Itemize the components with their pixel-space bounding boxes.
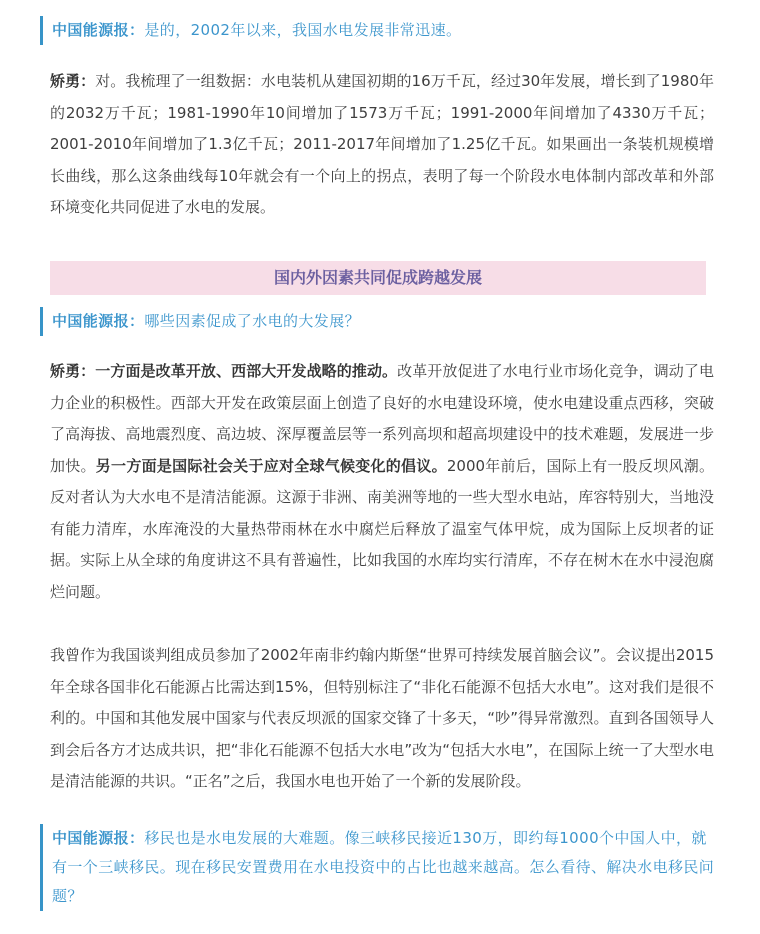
answer-emphasis-2: 另一方面是国际社会关于应对全球气候变化的倡议。	[95, 456, 447, 475]
answer-2-continued: 我曾作为我国谈判组成员参加了2002年南非约翰内斯堡“世界可持续发展首脑会议”。会议提出2015年全球各国非化石能源占比需达到15%，但特别标注了“非化石能源不包括大水电”。这对我们是很不利的。中国和其他发展中国家与代表反坝派的国家交锋了十多天，“吵”得异常激烈。直到各国领导人到会后各方才达成共识，把“非化石能源不包括大水电”改为“包括大水电”，在国际上统一了大型水电是清洁能源的共识。“正名”之后，我国水电也开始了一个新的发展阶段。	[50, 646, 714, 790]
question-text: 哪些因素促成了水电的大发展？	[144, 312, 361, 330]
answer-text: 对。我梳理了一组数据：水电装机从建国初期的16万千瓦，经过30年发展，增长到了1980年的2032万千瓦；1981-1990年10间增加了1573万千瓦；1991-2000年间增加了4330万千瓦；2001-2010年间增加了1.3亿千瓦；2011-2017年间增加了1.25亿千瓦。如果画出一条装机规模增长曲线，那么这条曲线每10年就会有一个向上的拐点，表明了每一个阶段水电体制内部改革和外部环境变化共同促进了水电的发展。	[50, 72, 714, 216]
answer-1	[50, 66, 714, 224]
answer-2	[50, 356, 714, 608]
question-3	[40, 824, 720, 911]
interviewer-label: 中国能源报：	[52, 829, 145, 847]
question-text: 是的，2002年以来，我国水电发展非常迅速。	[144, 21, 462, 39]
question-1	[40, 16, 720, 45]
section-heading: 国内外因素共同促成跨越发展	[50, 261, 706, 295]
interviewer-label: 中国能源报：	[52, 21, 145, 39]
answer-emphasis-1: 一方面是改革开放、西部大开发战略的推动。	[95, 362, 398, 380]
question-2	[40, 307, 720, 336]
interviewer-label: 中国能源报：	[52, 312, 145, 330]
answer-text-2: 2000年前后，国际上有一股反坝风潮。反对者认为大水电不是清洁能源。这源于非洲、南美洲等地的一些大型水电站，库容特别大，当地没有能力清库，水库淹没的大量热带雨林在水中腐烂后释放了温室气体甲烷，成为国际上反坝者的证据。实际上从全球的角度讲这不具有普遍性，比如我国的水库均实行清库，不存在树木在水中浸泡腐烂问题。	[50, 456, 714, 601]
speaker-label: 矫勇：	[50, 72, 96, 90]
answer-text-1: 改革开放促进了水电行业市场化竞争，调动了电力企业的积极性。西部大开发在政策层面上创造了良好的水电建设环境，使水电建设重点西移，突破了高海拔、高地震烈度、高边坡、深厚覆盖层等一系列高坝和超高坝建设中的技术难题，发展进一步加快。	[50, 362, 714, 475]
question-text: 移民也是水电发展的大难题。像三峡移民接近130万，即约每1000个中国人中，就有一个三峡移民。现在移民安置费用在水电投资中的占比也越来越高。怎么看待、解决水电移民问题？	[52, 829, 715, 905]
speaker-label: 矫勇：	[50, 362, 96, 380]
